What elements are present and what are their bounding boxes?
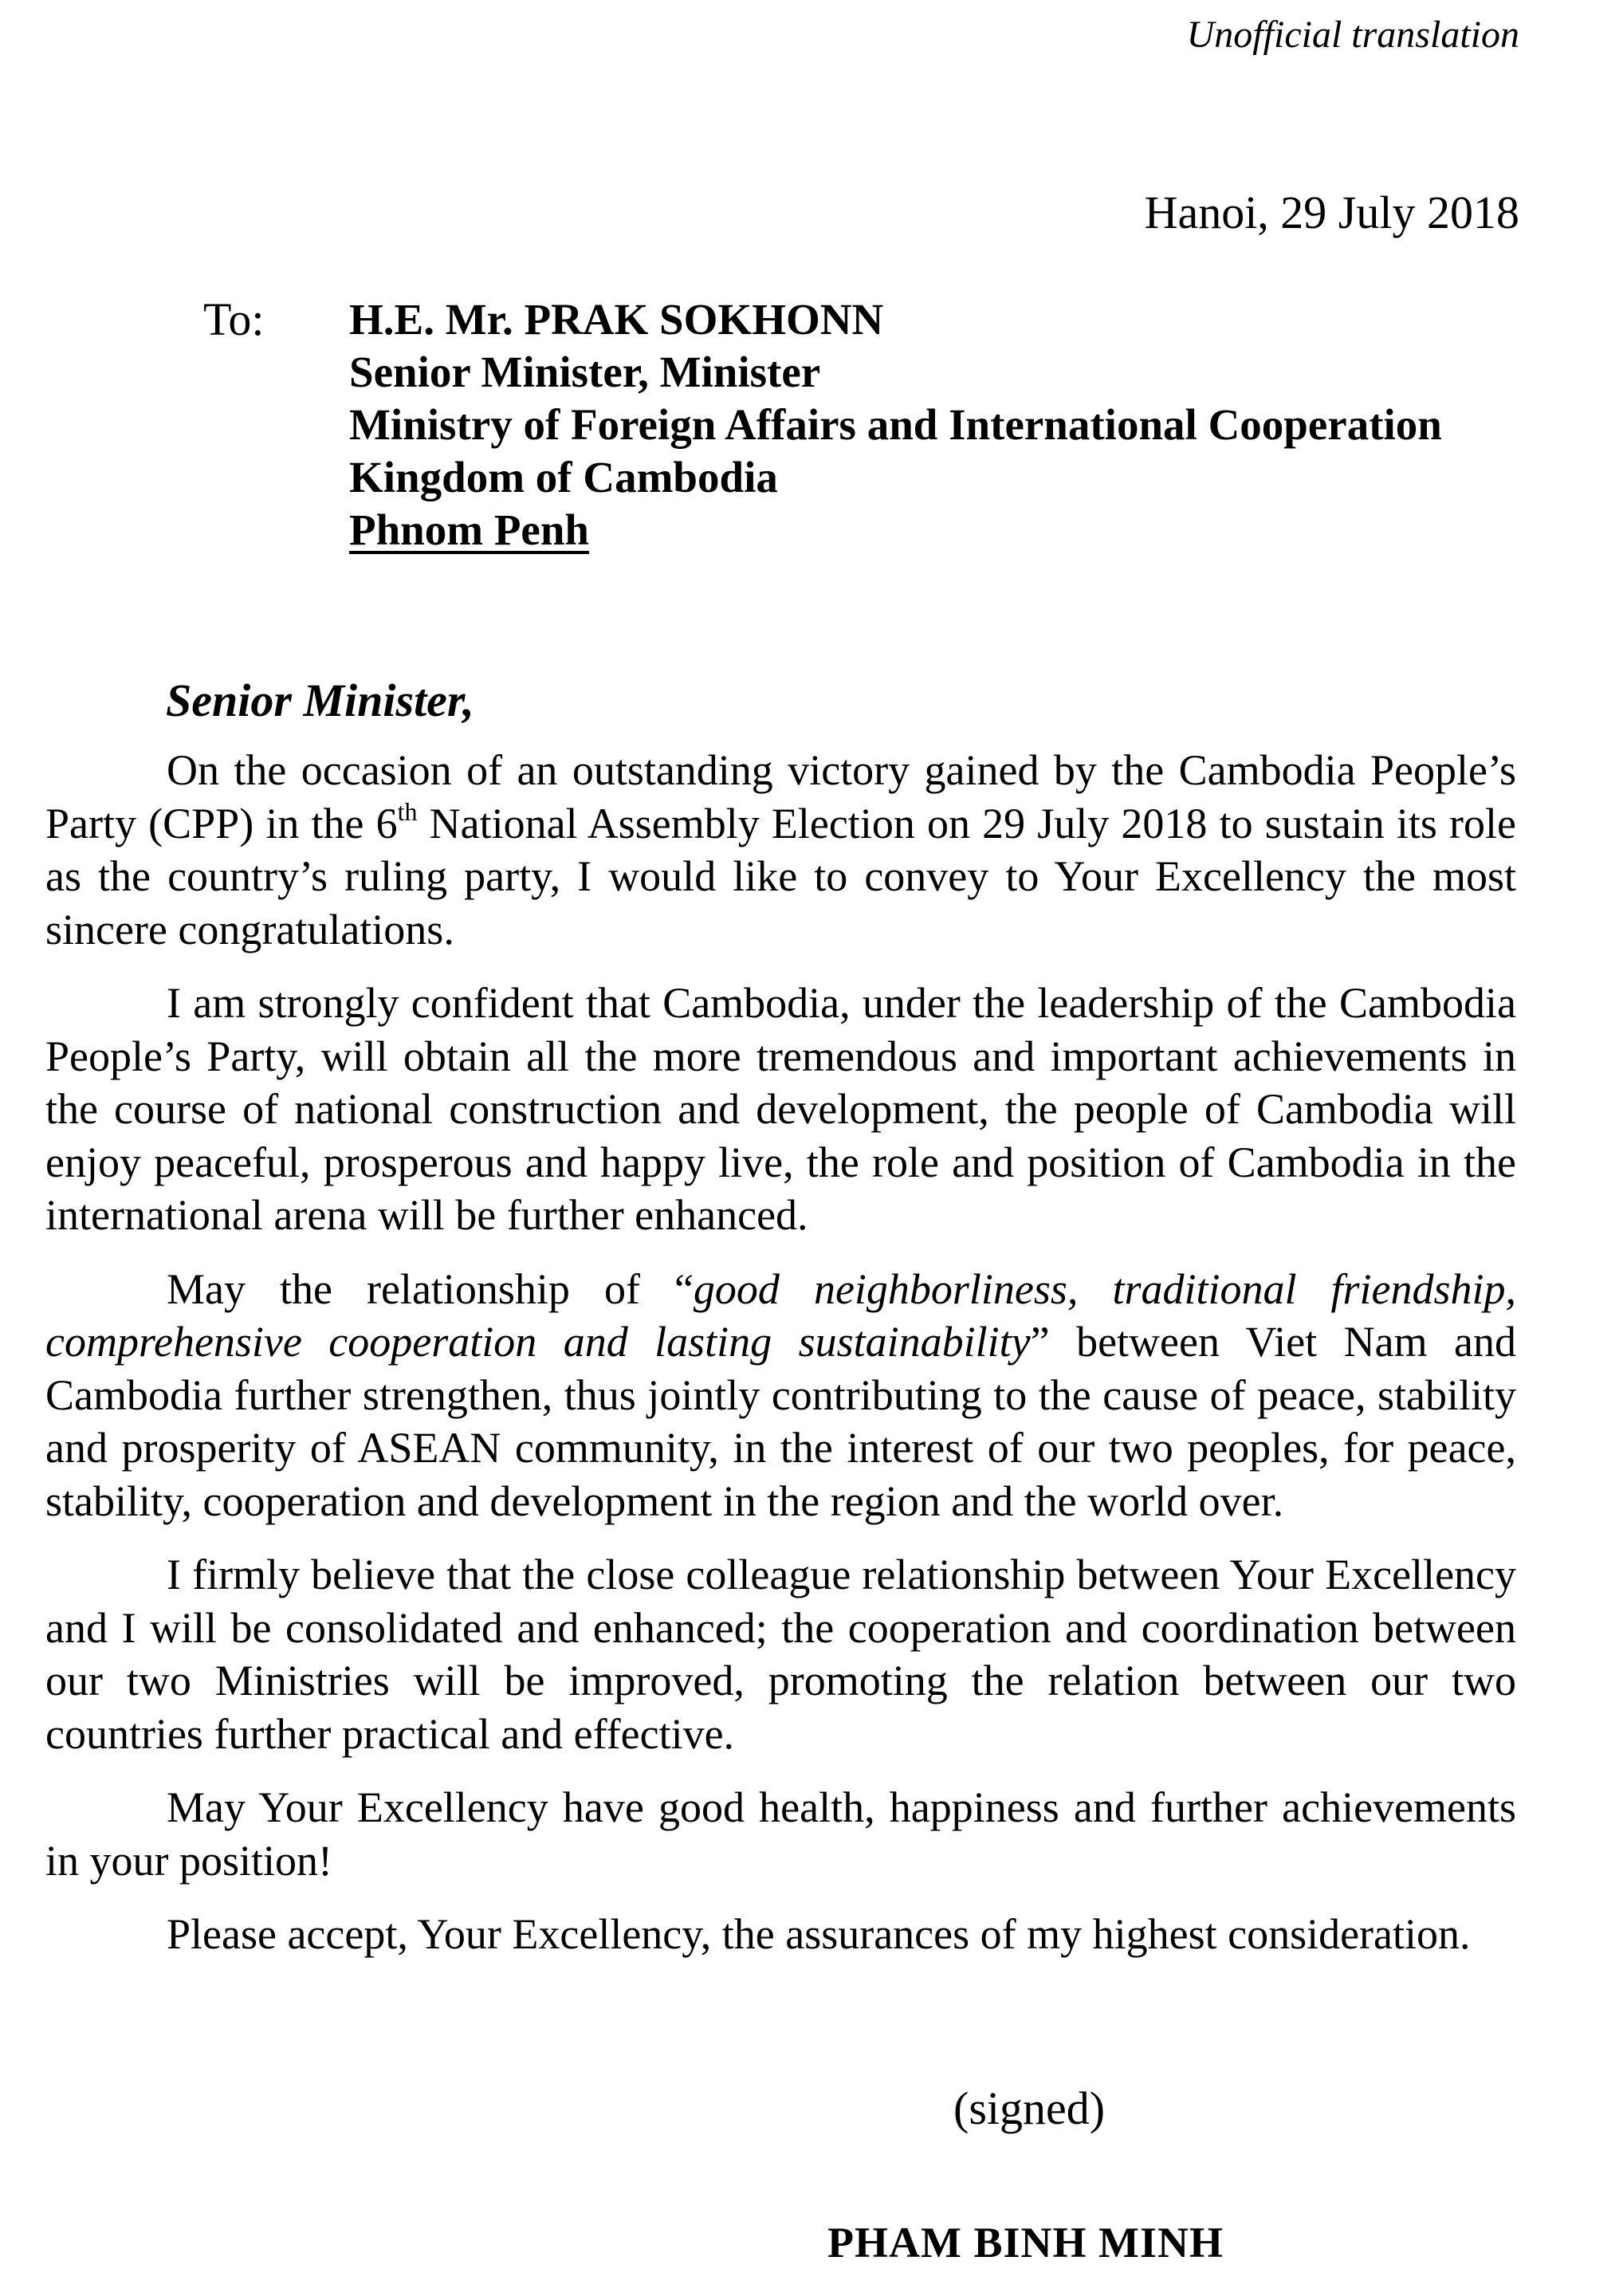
paragraph-text: May the relationship of “ [167,1264,694,1313]
salutation: Senior Minister, [166,674,474,726]
recipient-title: Senior Minister, Minister [349,348,821,396]
recipient-country: Kingdom of Cambodia [349,453,778,501]
letter-date: Hanoi, 29 July 2018 [1144,187,1519,238]
paragraph-text: ” between Viet Nam and Cambodia further strengthen, thus jointly contributing to the cause of peace, stability and prosperity of ASEAN community, in the interest of our two peoples, for peace, stability, cooperation and development in the region and the world over. [45,1318,1517,1525]
paragraph-wishes: May Your Excellency have good health, happiness and further achievements in your position! [45,1783,1516,1885]
ordinal-superscript: th [397,796,418,826]
translation-note: Unofficial translation [1186,14,1519,56]
to-label: To: [203,293,265,345]
paragraph-closing-courtesy: Please accept, Your Excellency, the assurances of my highest consideration. [167,1910,1471,1958]
signer-name: PHAM BINH MINH [827,2219,1224,2267]
paragraph-congratulations [45,744,1516,956]
paragraph-text: National Assembly Election on 29 July 2018 to sustain its role as the country’s ruling party, I would like to convey to Your Excellency the most sincere congratulations. [45,799,1516,953]
paragraph-colleague-relationship: I firmly believe that the close colleague relationship between Your Excellency and I will be consolidated and enhanced; the cooperation and coordination between our two Ministries will be improved, promoting the relation between our two countries further practical and effective. [45,1551,1516,1758]
recipient-city: Phnom Penh [349,505,590,554]
signed-note: (signed) [953,2082,1106,2134]
recipient-block [349,293,1442,556]
recipient-ministry: Ministry of Foreign Affairs and International Cooperation [349,400,1442,449]
recipient-name: H.E. Mr. PRAK SOKHONN [349,295,884,344]
quoted-relationship-motto: good neighborliness, traditional friendship, comprehensive cooperation and lasting sustainability [45,1264,1516,1366]
paragraph-relationship [45,1263,1516,1528]
paragraph-text: On the occasion of an outstanding victory gained by the Cambodia People’s Party (CPP) in the 6 [45,746,1516,847]
paragraph-confidence: I am strongly confident that Cambodia, under the leadership of the Cambodia People’s Party, will obtain all the more tremendous and important achievements in the course of national construction and development, the people of Cambodia will enjoy peaceful, prosperous and happy live, the role and position of Cambodia in the international arena will be further enhanced. [45,979,1516,1239]
letter-body [45,744,1516,1982]
